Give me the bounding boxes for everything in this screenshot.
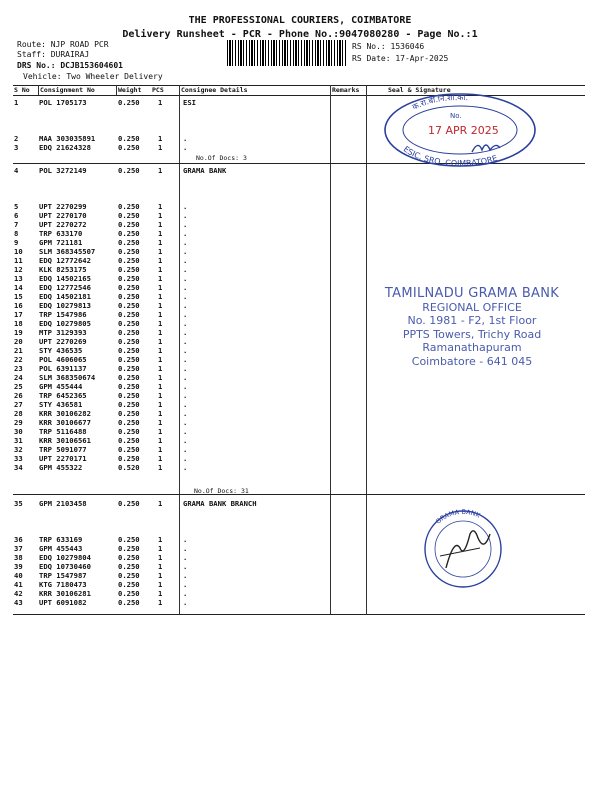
row-weight: 0.250 xyxy=(118,553,140,562)
col-header-consignee: Consignee Details xyxy=(181,86,248,94)
drs-number: DRS No.: DCJB153604601 xyxy=(17,61,123,70)
row-sno: 23 xyxy=(14,364,23,373)
row-pcs: 1 xyxy=(158,427,163,436)
row-weight: 0.250 xyxy=(118,134,140,143)
row-weight: 0.250 xyxy=(118,364,140,373)
row-sno: 9 xyxy=(14,238,19,247)
row-pcs: 1 xyxy=(158,166,163,175)
bank-stamp-line: TAMILNADU GRAMA BANK xyxy=(384,286,560,301)
col-header-seal: Seal & Signature xyxy=(388,86,451,94)
row-consignee: . xyxy=(183,134,188,143)
table-row xyxy=(0,274,600,283)
row-sno: 26 xyxy=(14,391,23,400)
row-consignee: . xyxy=(183,220,188,229)
col-header-pcs: PCS xyxy=(152,86,164,94)
row-weight: 0.250 xyxy=(118,238,140,247)
row-consignee: . xyxy=(183,238,188,247)
row-weight: 0.250 xyxy=(118,589,140,598)
row-consignment: TRP 5116488 xyxy=(39,427,87,436)
row-weight: 0.250 xyxy=(118,292,140,301)
row-pcs: 1 xyxy=(158,229,163,238)
row-consignment: KRR 30106281 xyxy=(39,589,91,598)
table-row xyxy=(0,535,600,544)
table-row xyxy=(0,454,600,463)
col-divider xyxy=(116,85,117,95)
col-header-weight: Weight xyxy=(118,86,142,94)
row-consignee: . xyxy=(183,211,188,220)
row-consignee: . xyxy=(183,382,188,391)
row-weight: 0.250 xyxy=(118,283,140,292)
row-pcs: 1 xyxy=(158,283,163,292)
row-consignment: EDQ 10730460 xyxy=(39,562,91,571)
row-sno: 31 xyxy=(14,436,23,445)
row-weight: 0.250 xyxy=(118,337,140,346)
row-consignee: . xyxy=(183,562,188,571)
row-sno: 10 xyxy=(14,247,23,256)
row-sno: 12 xyxy=(14,265,23,274)
row-sno: 14 xyxy=(14,283,23,292)
row-consignee: . xyxy=(183,409,188,418)
row-consignment: MTP 3129393 xyxy=(39,328,87,337)
row-sno: 35 xyxy=(14,499,23,508)
table-row xyxy=(0,256,600,265)
row-consignment: KRR 30106561 xyxy=(39,436,91,445)
row-consignee: . xyxy=(183,274,188,283)
row-consignment: TRP 633170 xyxy=(39,229,83,238)
row-pcs: 1 xyxy=(158,598,163,607)
row-sno: 36 xyxy=(14,535,23,544)
row-consignee: . xyxy=(183,373,188,382)
row-consignment: GPM 455322 xyxy=(39,463,83,472)
row-consignment: TRP 1547987 xyxy=(39,571,87,580)
row-sno: 21 xyxy=(14,346,23,355)
col-header-sno: S No xyxy=(14,86,30,94)
row-consignee: . xyxy=(183,143,188,152)
row-consignment: GPM 455443 xyxy=(39,544,83,553)
row-consignee: . xyxy=(183,454,188,463)
rs-date: RS Date: 17-Apr-2025 xyxy=(352,54,449,63)
table-row xyxy=(0,436,600,445)
row-consignee: GRAMA BANK BRANCH xyxy=(183,499,257,508)
docs-count-group1: No.Of Docs: 3 xyxy=(196,154,247,162)
row-weight: 0.250 xyxy=(118,310,140,319)
row-consignment: UPT 6091082 xyxy=(39,598,87,607)
row-weight: 0.250 xyxy=(118,220,140,229)
row-pcs: 1 xyxy=(158,535,163,544)
row-weight: 0.250 xyxy=(118,373,140,382)
table-row xyxy=(0,238,600,247)
group-separator xyxy=(13,494,585,495)
row-pcs: 1 xyxy=(158,355,163,364)
row-consignment: TRP 633169 xyxy=(39,535,83,544)
row-weight: 0.250 xyxy=(118,382,140,391)
row-consignment: UPT 2270170 xyxy=(39,211,87,220)
table-row xyxy=(0,553,600,562)
seal-inner-ring xyxy=(435,521,491,577)
bank-stamp-line: Ramanathapuram xyxy=(422,341,522,354)
row-pcs: 1 xyxy=(158,238,163,247)
table-row xyxy=(0,400,600,409)
esic-stamp xyxy=(380,90,540,170)
row-pcs: 1 xyxy=(158,373,163,382)
row-consignment: UPT 2270269 xyxy=(39,337,87,346)
row-consignee: . xyxy=(183,346,188,355)
row-weight: 0.250 xyxy=(118,355,140,364)
row-sno: 41 xyxy=(14,580,23,589)
table-row xyxy=(0,571,600,580)
row-pcs: 1 xyxy=(158,454,163,463)
row-consignment: MAA 303035891 xyxy=(39,134,96,143)
row-sno: 4 xyxy=(14,166,19,175)
row-weight: 0.250 xyxy=(118,400,140,409)
row-weight: 0.250 xyxy=(118,328,140,337)
row-pcs: 1 xyxy=(158,319,163,328)
table-row xyxy=(0,499,600,508)
row-consignee: ESI xyxy=(183,98,196,107)
row-consignment: EDQ 10279805 xyxy=(39,319,91,328)
row-sno: 17 xyxy=(14,310,23,319)
row-consignee: . xyxy=(183,436,188,445)
row-consignee: . xyxy=(183,427,188,436)
row-consignee: . xyxy=(183,337,188,346)
row-sno: 40 xyxy=(14,571,23,580)
row-consignment: TRP 5091077 xyxy=(39,445,87,454)
row-weight: 0.250 xyxy=(118,98,140,107)
row-weight: 0.250 xyxy=(118,454,140,463)
row-pcs: 1 xyxy=(158,580,163,589)
row-consignee: . xyxy=(183,544,188,553)
row-consignee: . xyxy=(183,247,188,256)
stamp-no-label: No. xyxy=(450,112,462,120)
vehicle-label: Vehicle: Two Wheeler Delivery xyxy=(23,72,163,81)
staff-label: Staff: DURAIRAJ xyxy=(17,50,90,59)
row-weight: 0.250 xyxy=(118,274,140,283)
row-sno: 25 xyxy=(14,382,23,391)
row-sno: 11 xyxy=(14,256,23,265)
row-consignee: . xyxy=(183,553,188,562)
row-sno: 28 xyxy=(14,409,23,418)
row-weight: 0.250 xyxy=(118,247,140,256)
row-weight: 0.250 xyxy=(118,301,140,310)
row-sno: 38 xyxy=(14,553,23,562)
row-sno: 5 xyxy=(14,202,19,211)
row-pcs: 1 xyxy=(158,256,163,265)
row-consignee: . xyxy=(183,400,188,409)
rs-number: RS No.: 1536046 xyxy=(352,42,425,51)
table-row xyxy=(0,544,600,553)
row-pcs: 1 xyxy=(158,247,163,256)
stamp-ring-top: क.रा.बी.नि.शा.का. xyxy=(410,92,469,112)
col-header-remarks: Remarks xyxy=(332,86,360,94)
table-row xyxy=(0,202,600,211)
row-sno: 13 xyxy=(14,274,23,283)
barcode-image xyxy=(227,40,347,66)
row-pcs: 1 xyxy=(158,346,163,355)
row-pcs: 1 xyxy=(158,220,163,229)
row-sno: 24 xyxy=(14,373,23,382)
table-row xyxy=(0,589,600,598)
row-pcs: 1 xyxy=(158,337,163,346)
company-title: THE PROFESSIONAL COURIERS, COIMBATORE xyxy=(188,15,412,26)
row-pcs: 1 xyxy=(158,211,163,220)
row-consignee: . xyxy=(183,445,188,454)
row-pcs: 1 xyxy=(158,571,163,580)
row-consignee: . xyxy=(183,310,188,319)
stamp-ring-bottom: ESIC, SRO, COIMBATORE xyxy=(401,144,499,169)
row-consignment: UPT 2270272 xyxy=(39,220,87,229)
row-pcs: 1 xyxy=(158,202,163,211)
table-row xyxy=(0,229,600,238)
table-row xyxy=(0,265,600,274)
row-consignment: EDQ 10279813 xyxy=(39,301,91,310)
row-consignee: . xyxy=(183,391,188,400)
row-pcs: 1 xyxy=(158,409,163,418)
row-pcs: 1 xyxy=(158,328,163,337)
row-consignment: POL 3272149 xyxy=(39,166,87,175)
row-sno: 29 xyxy=(14,418,23,427)
row-consignment: POL 6391137 xyxy=(39,364,87,373)
row-weight: 0.250 xyxy=(118,409,140,418)
row-consignment: UPT 2270299 xyxy=(39,202,87,211)
row-sno: 6 xyxy=(14,211,19,220)
row-consignment: POL 1705173 xyxy=(39,98,87,107)
row-pcs: 1 xyxy=(158,445,163,454)
row-weight: 0.250 xyxy=(118,436,140,445)
row-consignee: . xyxy=(183,364,188,373)
row-pcs: 1 xyxy=(158,418,163,427)
table-row xyxy=(0,580,600,589)
table-row xyxy=(0,220,600,229)
row-weight: 0.250 xyxy=(118,562,140,571)
row-sno: 34 xyxy=(14,463,23,472)
row-weight: 0.250 xyxy=(118,535,140,544)
row-consignment: STY 436535 xyxy=(39,346,83,355)
row-weight: 0.250 xyxy=(118,427,140,436)
col-divider xyxy=(38,85,39,95)
stamp-date: 17 APR 2025 xyxy=(428,124,499,137)
row-consignment: EDQ 12772546 xyxy=(39,283,91,292)
row-sno: 15 xyxy=(14,292,23,301)
row-consignment: EDQ 10279804 xyxy=(39,553,91,562)
row-weight: 0.250 xyxy=(118,544,140,553)
row-sno: 32 xyxy=(14,445,23,454)
row-pcs: 1 xyxy=(158,134,163,143)
row-weight: 0.250 xyxy=(118,166,140,175)
row-consignee: . xyxy=(183,202,188,211)
row-consignee: . xyxy=(183,355,188,364)
row-sno: 16 xyxy=(14,301,23,310)
row-pcs: 1 xyxy=(158,562,163,571)
row-consignment: KRR 30106282 xyxy=(39,409,91,418)
table-row xyxy=(0,427,600,436)
row-consignment: SLM 368345507 xyxy=(39,247,96,256)
table-top-border xyxy=(13,85,585,86)
row-pcs: 1 xyxy=(158,310,163,319)
row-pcs: 1 xyxy=(158,301,163,310)
row-weight: 0.250 xyxy=(118,265,140,274)
row-consignment: KTG 7180473 xyxy=(39,580,87,589)
row-consignment: GPM 455444 xyxy=(39,382,83,391)
row-pcs: 1 xyxy=(158,292,163,301)
row-weight: 0.250 xyxy=(118,598,140,607)
row-consignment: EDQ 14502165 xyxy=(39,274,91,283)
table-row xyxy=(0,463,600,472)
row-sno: 3 xyxy=(14,143,19,152)
signature-scribble xyxy=(446,531,490,568)
row-sno: 42 xyxy=(14,589,23,598)
row-weight: 0.250 xyxy=(118,256,140,265)
row-weight: 0.250 xyxy=(118,418,140,427)
table-bottom-border xyxy=(13,614,585,615)
row-sno: 27 xyxy=(14,400,23,409)
row-weight: 0.250 xyxy=(118,391,140,400)
row-weight: 0.250 xyxy=(118,571,140,580)
row-consignee: . xyxy=(183,535,188,544)
row-sno: 1 xyxy=(14,98,19,107)
row-weight: 0.250 xyxy=(118,229,140,238)
row-consignment: POL 4606065 xyxy=(39,355,87,364)
row-weight: 0.250 xyxy=(118,445,140,454)
row-sno: 19 xyxy=(14,328,23,337)
seal-outer-ring xyxy=(425,511,501,587)
row-sno: 33 xyxy=(14,454,23,463)
row-sno: 2 xyxy=(14,134,19,143)
row-pcs: 1 xyxy=(158,265,163,274)
row-consignee: . xyxy=(183,571,188,580)
row-pcs: 1 xyxy=(158,436,163,445)
row-consignee: . xyxy=(183,292,188,301)
row-sno: 37 xyxy=(14,544,23,553)
docs-count-group2: No.Of Docs: 31 xyxy=(194,487,249,495)
row-pcs: 1 xyxy=(158,400,163,409)
row-pcs: 1 xyxy=(158,98,163,107)
row-sno: 18 xyxy=(14,319,23,328)
row-pcs: 1 xyxy=(158,143,163,152)
row-sno: 39 xyxy=(14,562,23,571)
row-consignee: . xyxy=(183,598,188,607)
row-weight: 0.250 xyxy=(118,211,140,220)
row-weight: 0.250 xyxy=(118,580,140,589)
table-row xyxy=(0,409,600,418)
row-consignment: GPM 721181 xyxy=(39,238,83,247)
col-header-consignment: Consignment No xyxy=(40,86,95,94)
row-consignee: . xyxy=(183,229,188,238)
row-consignee: . xyxy=(183,328,188,337)
row-sno: 7 xyxy=(14,220,19,229)
row-consignment: GPM 2103458 xyxy=(39,499,87,508)
table-row xyxy=(0,418,600,427)
row-pcs: 1 xyxy=(158,499,163,508)
grama-bank-round-seal xyxy=(418,508,508,590)
row-consignment: KRR 30106677 xyxy=(39,418,91,427)
row-consignment: TRP 1547986 xyxy=(39,310,87,319)
table-row xyxy=(0,445,600,454)
row-consignee: . xyxy=(183,580,188,589)
row-pcs: 1 xyxy=(158,274,163,283)
row-sno: 43 xyxy=(14,598,23,607)
bank-stamp-line: REGIONAL OFFICE xyxy=(422,300,522,314)
row-weight: 0.250 xyxy=(118,319,140,328)
table-row xyxy=(0,391,600,400)
row-consignee: . xyxy=(183,589,188,598)
row-weight: 0.250 xyxy=(118,202,140,211)
row-weight: 0.250 xyxy=(118,143,140,152)
table-row xyxy=(0,382,600,391)
bank-stamp-line: Coimbatore - 641 045 xyxy=(411,354,533,368)
route-label: Route: NJP ROAD PCR xyxy=(17,40,109,49)
table-row xyxy=(0,373,600,382)
table-row xyxy=(0,598,600,607)
row-consignee: GRAMA BANK xyxy=(183,166,227,175)
runsheet-subtitle: Delivery Runsheet - PCR - Phone No.:9047080280 - Page No.:1 xyxy=(122,29,478,40)
row-weight: 0.250 xyxy=(118,346,140,355)
row-sno: 22 xyxy=(14,355,23,364)
row-sno: 30 xyxy=(14,427,23,436)
row-consignee: . xyxy=(183,256,188,265)
row-consignment: STY 436581 xyxy=(39,400,83,409)
row-weight: 0.250 xyxy=(118,499,140,508)
row-consignment: EDQ 14502181 xyxy=(39,292,91,301)
row-consignment: SLM 368350674 xyxy=(39,373,96,382)
row-pcs: 1 xyxy=(158,544,163,553)
table-row xyxy=(0,211,600,220)
row-consignee: . xyxy=(183,319,188,328)
table-row xyxy=(0,562,600,571)
row-consignee: . xyxy=(183,463,188,472)
row-pcs: 1 xyxy=(158,364,163,373)
seal-ring-text: GRAMA BANK xyxy=(434,508,482,526)
row-pcs: 1 xyxy=(158,391,163,400)
row-consignee: . xyxy=(183,418,188,427)
row-consignee: . xyxy=(183,283,188,292)
row-sno: 20 xyxy=(14,337,23,346)
row-consignment: TRP 6452365 xyxy=(39,391,87,400)
row-consignee: . xyxy=(183,301,188,310)
row-consignment: UPT 2270171 xyxy=(39,454,87,463)
table-row xyxy=(0,247,600,256)
row-consignment: EDQ 12772642 xyxy=(39,256,91,265)
row-pcs: 1 xyxy=(158,553,163,562)
row-pcs: 1 xyxy=(158,463,163,472)
bank-stamp-line: PPTS Towers, Trichy Road xyxy=(402,327,542,341)
row-consignee: . xyxy=(183,265,188,274)
row-consignment: EDQ 21624328 xyxy=(39,143,91,152)
row-weight: 0.520 xyxy=(118,463,140,472)
row-sno: 8 xyxy=(14,229,19,238)
bank-address-stamp xyxy=(372,287,572,368)
row-consignment: KLK 8253175 xyxy=(39,265,87,274)
row-pcs: 1 xyxy=(158,382,163,391)
row-pcs: 1 xyxy=(158,589,163,598)
bank-stamp-line: No. 1981 - F2, 1st Floor xyxy=(407,314,537,327)
